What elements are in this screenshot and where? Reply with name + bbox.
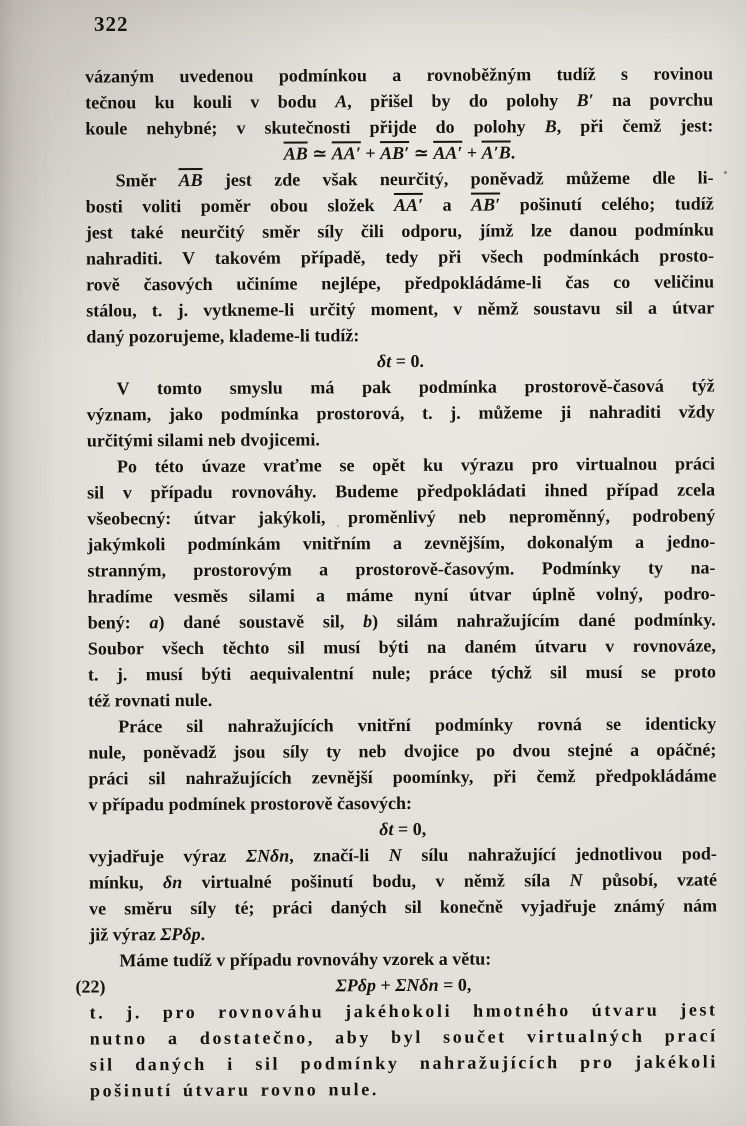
text-line xyxy=(85,86,713,115)
text-line xyxy=(87,528,715,557)
delta-t-formula xyxy=(86,346,714,375)
text-line xyxy=(90,996,718,1025)
text-run: ≃ xyxy=(409,142,434,163)
text-run: vyjadřuje výraz xyxy=(88,845,246,867)
text-run: v případu podmínek prostorově časových: xyxy=(88,792,413,815)
text-run: a xyxy=(422,194,472,215)
math-symbol: Pδp xyxy=(346,975,377,996)
text-run: virtualné pošinutí bodu, v němž síla xyxy=(182,870,570,893)
paragraph xyxy=(87,372,715,453)
text-run: již výraz xyxy=(89,924,161,945)
text-line xyxy=(88,736,716,765)
text-line xyxy=(85,112,713,141)
text-run: hradíme vesměs silami a máme nyní útvar úplně volný, podro- xyxy=(87,583,716,607)
text-run: všeobecný: útvar jakýkoli, proměnlivý neb neproměnný, podrobený xyxy=(87,505,716,529)
text-line xyxy=(88,632,716,661)
text-line xyxy=(89,918,717,947)
paragraph xyxy=(87,450,716,713)
math-overline-symbol: AA′ xyxy=(393,194,424,216)
text-run: koule nehybné; v skutečnosti přijde do polohy xyxy=(85,116,545,139)
math-symbol: N xyxy=(388,844,402,866)
paragraph xyxy=(85,60,713,141)
text-run: nahraditi. V takovém případě, tedy při všech podmínkách prosto- xyxy=(85,245,714,269)
text-run: též rovnati nule. xyxy=(88,689,213,711)
text-run: vázaným uvedenou podmínkou a rovnoběžným tudíž s rovinou xyxy=(85,63,714,87)
theorem-paragraph xyxy=(90,996,719,1103)
text-run: jest také neurčitý směr síly čili odporu, jímž lze danou podmínku xyxy=(85,219,714,243)
math-symbol: Nδn xyxy=(406,974,439,995)
text-column xyxy=(75,60,718,1103)
math-overline-symbol: AB′ xyxy=(380,142,410,164)
text-run: sílu nahražující jednotlivou pod- xyxy=(401,843,717,865)
math-symbol: A xyxy=(335,91,348,112)
math-symbol: B xyxy=(544,116,557,137)
displacement-formula xyxy=(85,138,713,167)
text-line xyxy=(88,580,716,609)
text-line xyxy=(87,372,715,401)
text-run: + xyxy=(462,142,482,163)
math-overline-symbol: $\overline{AB}$ xyxy=(283,143,308,164)
text-line xyxy=(87,476,715,505)
paper-speck xyxy=(337,525,339,527)
paragraph xyxy=(89,840,718,947)
text-line xyxy=(88,658,716,687)
text-line xyxy=(88,684,716,713)
text-run: t. j. pro rovnováhu jakéhokoli hmotného útvaru jest xyxy=(89,999,718,1023)
math-symbol: Σ xyxy=(335,975,347,996)
text-run: tečnou ku kouli v bodu xyxy=(85,91,336,113)
math-symbol: Nδn xyxy=(256,845,290,866)
math-symbol: a xyxy=(149,612,159,633)
text-run: ve směru síly té; práci daných sil konečně vyjadřuje známý nám xyxy=(89,895,718,919)
text-run: . xyxy=(510,142,516,163)
text-line xyxy=(89,892,717,921)
text-run: , při čemž jest: xyxy=(556,115,714,137)
text-run: sil v případu rovnováhy. Budeme předpokládati ihned případ zcela xyxy=(87,479,716,503)
math-symbol: Σ xyxy=(245,845,258,866)
text-line xyxy=(88,606,716,635)
paragraph xyxy=(89,944,717,973)
math-symbol: B′ xyxy=(576,90,594,111)
text-run: = 0, xyxy=(438,974,472,995)
text-line xyxy=(89,944,717,973)
text-run: sil daných i sil podmínky nahražujících pro jakékoli xyxy=(89,1051,718,1075)
text-run: pošinutí celého; tudíž xyxy=(500,193,714,215)
text-line xyxy=(86,268,714,297)
text-line xyxy=(87,502,715,531)
equation-22 xyxy=(75,970,717,999)
text-run: určitými silami neb dvojicemi. xyxy=(86,429,320,451)
math-overline-symbol: AA′ xyxy=(433,142,463,163)
text-run: daný pozorujeme, klademe-li tudíž: xyxy=(86,325,360,347)
text-line xyxy=(87,450,715,479)
math-overline-symbol: AB′ xyxy=(471,194,501,215)
text-run: nutno a dostatečno, aby byl součet virtualných prací xyxy=(89,1025,718,1049)
delta-t-formula-2 xyxy=(89,814,717,843)
text-run: Soubor všech těchto sil musí býti na daném útvaru v rovnováze, xyxy=(87,635,716,659)
text-run: , značí-li xyxy=(289,845,389,866)
math-symbol: δt xyxy=(379,819,394,840)
text-line xyxy=(89,866,717,895)
math-symbol: b xyxy=(363,611,373,632)
text-line xyxy=(90,1022,718,1051)
math-overline-symbol: A′B xyxy=(481,142,511,163)
formula-content xyxy=(284,142,516,163)
text-run: Máme tudíž v případu rovnováhy vzorek a větu: xyxy=(119,948,492,971)
text-run: . xyxy=(200,923,206,944)
text-line xyxy=(86,320,714,349)
text-line xyxy=(90,1074,718,1103)
math-overline-symbol: $\overline{AB}$ xyxy=(178,169,203,191)
math-symbol: N xyxy=(569,870,583,891)
paragraph xyxy=(86,164,715,349)
text-run: t. j. musí býti aequivalentní nule; práce týchž sil musí se proto xyxy=(87,661,717,685)
text-run: nule, poněvadž jsou síly ty neb dvojice po dvou stejné a opáčné; xyxy=(88,739,717,763)
text-run: působí, vzaté xyxy=(582,869,718,891)
text-run: stranným, prostorovým a prostorově-časovým. Podmínky ty na- xyxy=(87,557,716,581)
text-run: bosti voliti poměr obou složek xyxy=(85,195,395,217)
paragraph xyxy=(88,710,717,817)
text-line xyxy=(88,710,716,739)
formula-content xyxy=(379,819,426,839)
text-run: jakýmkoli podmínkám vnitřním a zevnějším, dokonalým a jedno- xyxy=(87,531,716,555)
math-symbol: Σ xyxy=(160,924,172,945)
text-run: V tomto smyslu má pak podmínka prostorově-časová týž xyxy=(116,375,715,399)
text-run: mínku, xyxy=(88,872,164,893)
text-run: Práce sil nahražujících vnitřní podmínky rovná se identicky xyxy=(118,713,717,737)
text-run: + xyxy=(360,143,381,164)
page-number: 322 xyxy=(94,12,129,36)
text-line xyxy=(87,424,715,453)
math-symbol: Pδp xyxy=(171,923,201,945)
text-line xyxy=(89,788,717,817)
text-run: bený: xyxy=(87,612,150,633)
text-run: Po této úvaze vraťme se opět ku výrazu pro virtualnou práci xyxy=(116,453,716,477)
text-line xyxy=(87,398,715,427)
paper-speck xyxy=(724,171,727,174)
math-symbol: δn xyxy=(162,872,183,893)
text-line xyxy=(86,164,714,193)
formula-content xyxy=(377,351,424,371)
text-run: na povrchu xyxy=(593,89,714,111)
text-run: + xyxy=(375,975,396,996)
math-overline-symbol: AA′ xyxy=(331,143,361,164)
text-run: ) silám nahražujícím dané podmínky. xyxy=(372,609,716,632)
text-run: Směr xyxy=(115,170,179,191)
text-run: jest zde však neurčitý, poněvadž můžeme dle li- xyxy=(202,167,714,190)
text-line xyxy=(86,216,714,245)
text-line xyxy=(88,762,716,791)
math-symbol: δt xyxy=(376,351,392,372)
text-line xyxy=(85,60,713,89)
text-run: ) dané soustavě sil, xyxy=(158,611,364,633)
formula-content xyxy=(336,975,472,996)
text-run: = 0, xyxy=(393,818,427,840)
text-run: pošinutí útvaru rovno nule. xyxy=(89,1079,380,1101)
text-line xyxy=(89,840,717,869)
text-run: práci sil nahražujících zevnější poomínky, při čemž předpokládáme xyxy=(88,765,717,789)
text-run: význam, jako podmínka prostorová, t. j. můžeme ji nahraditi vždy xyxy=(86,401,715,425)
text-line xyxy=(86,190,714,219)
math-symbol: Σ xyxy=(395,974,407,996)
text-run: ≃ xyxy=(307,143,332,164)
text-line xyxy=(90,1048,718,1077)
text-run: = 0. xyxy=(391,350,425,372)
text-run: rově časových učiníme nejlépe, předpokládáme-li čas co veličinu xyxy=(86,271,715,295)
text-line xyxy=(87,554,715,583)
text-line xyxy=(86,294,714,323)
equation-number: (22) xyxy=(75,976,106,997)
text-line xyxy=(86,242,714,271)
text-run: , přišel by do polohy xyxy=(347,90,577,112)
text-run: stálou, t. j. vytkneme-li určitý moment, v němž soustavu sil a útvar xyxy=(86,297,715,321)
